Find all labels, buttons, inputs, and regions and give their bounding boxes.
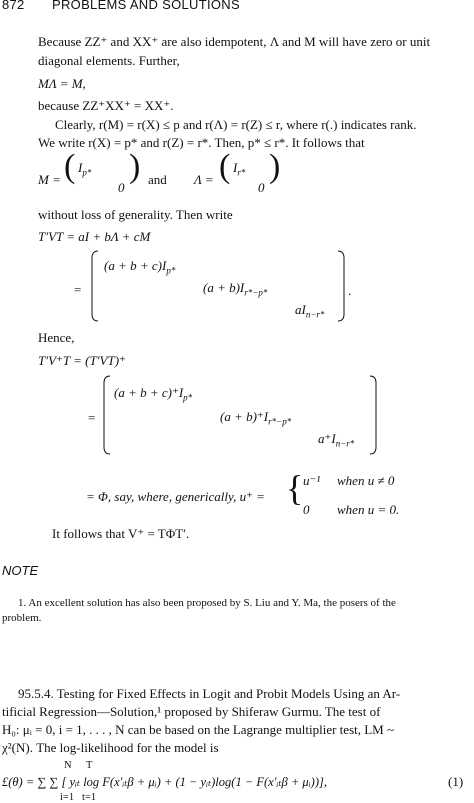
matrix-lambda-right-paren: ) bbox=[269, 148, 281, 185]
hence-word: Hence, bbox=[38, 330, 75, 345]
matrix-1-equals: = bbox=[74, 282, 82, 297]
section-line-2: tificial Regression—Solution,¹ proposed by Shiferaw Gurmu. The test of bbox=[2, 704, 381, 719]
paragraph-4: without loss of generality. Then write bbox=[38, 207, 233, 222]
matrix-1-row-3: $aI_{n-r*}$ bbox=[295, 302, 325, 320]
matrix-m-top: $I_{p*}$ bbox=[78, 160, 92, 178]
equation-m-lambda: MΛ = M, bbox=[38, 76, 86, 91]
section-line-1: 95.5.4. Testing for Fixed Effects in Logit and Probit Models Using an Ar- bbox=[18, 686, 401, 701]
paragraph-3: Clearly, r(M) = r(X) ≤ p and r(Λ) = r(Z) ≤ r, where r(.) indicates rank. bbox=[55, 117, 417, 132]
matrix-lambda-top: $I_{r*}$ bbox=[233, 160, 246, 178]
paragraph-2: because ZZ⁺XX⁺ = XX⁺. bbox=[38, 98, 174, 113]
equation-phi: = Φ, say, where, generically, u⁺ = bbox=[86, 489, 265, 504]
matrix-lambda-lhs: Λ = bbox=[194, 172, 214, 187]
paragraph-3b: We write r(X) = p* and r(Z) = r*. Then, p* ≤ r*. It follows that bbox=[38, 135, 365, 150]
matrix-2-equals: = bbox=[88, 410, 96, 425]
equation-tvt: T′VT = aI + bΛ + cM bbox=[38, 229, 151, 244]
footnote-1b: problem. bbox=[2, 612, 42, 624]
matrix-1-right-bracket bbox=[336, 250, 346, 322]
matrix-2-row-1: $(a + b + c)^+I_{p*}$ bbox=[114, 385, 193, 403]
running-title: PROBLEMS AND SOLUTIONS bbox=[52, 0, 240, 12]
paragraph-1: Because ZZ⁺ and XX⁺ are also idempotent, Λ and M will have zero or unit bbox=[38, 34, 431, 49]
cases-brace: { bbox=[286, 468, 304, 508]
footnote-1: 1. An excellent solution has also been proposed by S. Liu and Y. Ma, the posers of the bbox=[18, 597, 396, 609]
matrix-1-row-2: $(a + b)I_{r*-p*}$ bbox=[203, 280, 268, 298]
matrix-1-left-bracket bbox=[90, 250, 100, 322]
section-line-3: H₀: μᵢ = 0, i = 1, . . . , N can be based on the Lagrange multiplier test, LM ~ bbox=[2, 722, 395, 737]
matrix-lambda-left-paren: ( bbox=[219, 148, 231, 185]
matrix-2-row-2: $(a + b)^+I_{r*-p*}$ bbox=[220, 409, 292, 427]
sum-2-lower: t=1 bbox=[82, 792, 97, 803]
matrix-lambda-bottom: 0 bbox=[258, 180, 265, 195]
sum-1-upper: N bbox=[64, 760, 72, 771]
equation-tvpt: T′V⁺T = (T′VT)⁺ bbox=[38, 353, 126, 368]
page-number: 872 bbox=[2, 0, 25, 12]
matrix-2-right-bracket bbox=[368, 375, 378, 455]
and-word: and bbox=[148, 172, 167, 187]
case-1-condition: when u ≠ 0 bbox=[337, 473, 395, 488]
conclusion-line: It follows that V⁺ = TΦT′. bbox=[52, 526, 190, 541]
case-2-value: 0 bbox=[303, 502, 310, 517]
log-likelihood-equation: £(θ) = ∑ ∑ [ yᵢₜ log F(x′ᵢₜβ + μᵢ) + (1 − yᵢₜ)log(1 − F(x′ᵢₜβ + μᵢ))], bbox=[2, 775, 327, 789]
paragraph-1b: diagonal elements. Further, bbox=[38, 53, 180, 68]
case-2-condition: when u = 0. bbox=[337, 502, 400, 517]
matrix-m-lhs: M = bbox=[38, 172, 61, 187]
matrix-m-bottom: 0 bbox=[118, 180, 125, 195]
matrix-m-right-paren: ) bbox=[129, 148, 141, 185]
section-line-4: χ²(N). The log-likelihood for the model is bbox=[2, 740, 219, 755]
note-heading: NOTE bbox=[2, 563, 39, 578]
matrix-2-row-3: $a^+I_{n-r*}$ bbox=[318, 431, 355, 449]
matrix-2-left-bracket bbox=[102, 375, 112, 455]
equation-number: (1) bbox=[448, 774, 464, 789]
matrix-1-period: . bbox=[348, 283, 352, 298]
sum-1-lower: i=1 bbox=[60, 792, 75, 803]
matrix-m-left-paren: ( bbox=[64, 148, 76, 185]
case-1-value: u⁻¹ bbox=[303, 473, 321, 488]
sum-2-upper: T bbox=[86, 760, 93, 771]
matrix-1-row-1: $(a + b + c)I_{p*}$ bbox=[104, 258, 176, 276]
